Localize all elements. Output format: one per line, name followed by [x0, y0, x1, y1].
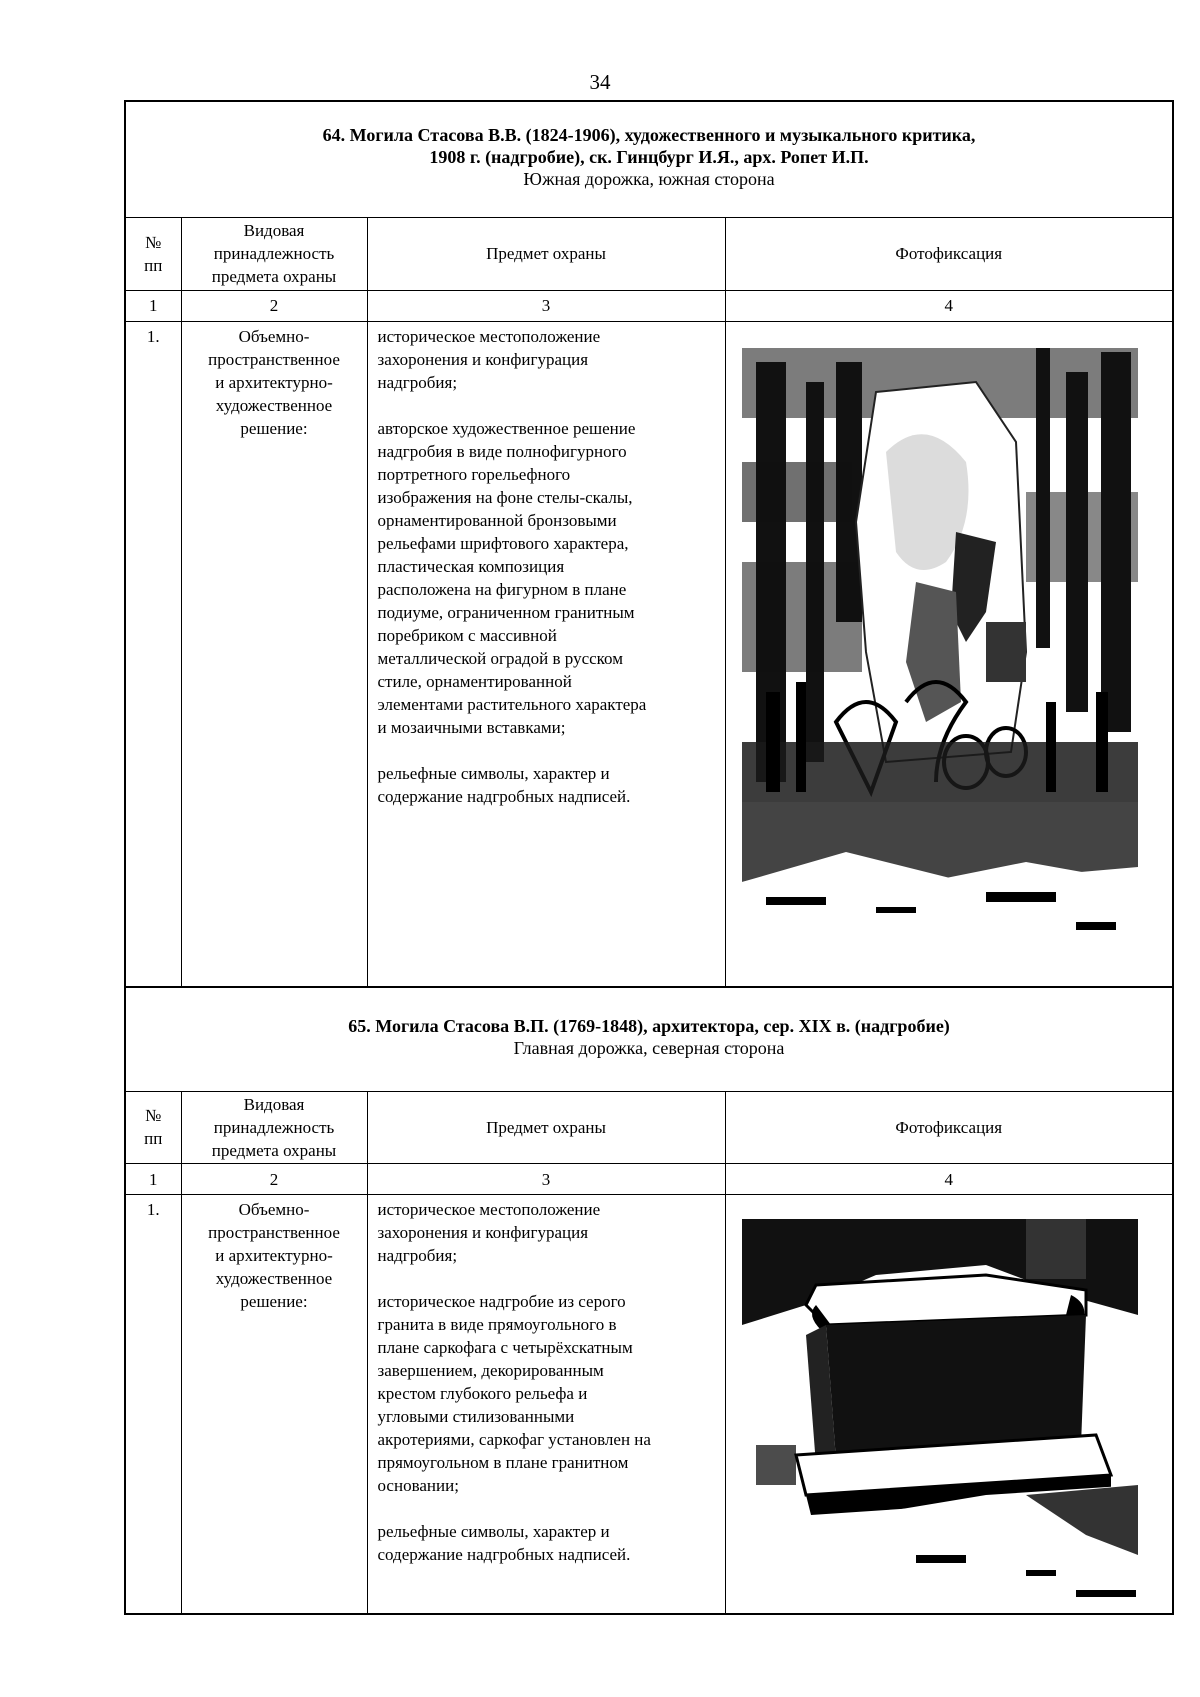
- subject-paragraph: историческое местоположение захоронения и конфигурация надгробия;: [377, 1200, 601, 1265]
- column-number: 3: [367, 290, 725, 321]
- header-num: № пп: [126, 218, 181, 290]
- entry-65: [124, 986, 1174, 1616]
- entry-title: [126, 102, 1172, 218]
- subject-paragraph: рельефные символы, характер и содержание надгробных надписей.: [377, 1522, 631, 1564]
- subject-paragraph: авторское художественное решение надгробия в виде полнофигурного портретного горельефного изображения на фоне стелы-скалы, орнаментированной бронзовыми рельефами шрифтового характера, пластическая композиция расположена на фигурном в плане подиуме, ограниченном гранитным поребриком с массивной металлической оградой в русском стиле, орнаментированной элементами растительного характера и мозаичными вставками;: [377, 418, 647, 737]
- page-number: 34: [589, 70, 611, 94]
- column-number-row: [126, 290, 1172, 321]
- subject-paragraph: рельефные символы, характер и содержание надгробных надписей.: [377, 763, 631, 806]
- grave-monument-photo: [726, 322, 1156, 986]
- entry-title-bold: 64. Могила Стасова В.В. (1824-1906), художественного и музыкального критика, 1908 г. (надгробие), ск. Гинцбург И.Я., арх. Ропет И.П.: [322, 125, 976, 167]
- column-number: 3: [367, 1164, 725, 1195]
- entry-title-bold: 65. Могила Стасова В.П. (1769-1848), архитектора, сер. XIX в. (надгробие): [348, 1015, 950, 1036]
- column-number: 2: [181, 1164, 367, 1195]
- entry-table: [126, 218, 1172, 986]
- row-number: 1.: [126, 1195, 181, 1614]
- entry-table: [126, 1092, 1172, 1614]
- header-subject: Предмет охраны: [367, 1092, 725, 1164]
- header-subject: Предмет охраны: [367, 218, 725, 290]
- table-row: [126, 1195, 1172, 1614]
- entry-location: Южная дорожка, южная сторона: [523, 169, 775, 189]
- header-type: Видовая принадлежность предмета охраны: [181, 1092, 367, 1164]
- column-number: 4: [725, 1164, 1172, 1195]
- subject-paragraph: историческое надгробие из серого гранита в виде прямоугольного в плане саркофага с четырёхскатным завершением, декорированным крестом глубокого рельефа и угловыми стилизованными акротериями, саркофаг установлен на прямоугольном в плане гранитном основании;: [377, 1292, 651, 1495]
- header-photo: Фотофиксация: [725, 218, 1172, 290]
- column-header-row: [126, 218, 1172, 290]
- table-row: [126, 321, 1172, 986]
- subject-paragraph: историческое местоположение захоронения и конфигурация надгробия;: [377, 326, 601, 392]
- header-photo: Фотофиксация: [725, 1092, 1172, 1164]
- protection-subject: [367, 1195, 725, 1614]
- column-number: 2: [181, 290, 367, 321]
- protection-type: Объемно- пространственное и архитектурно- художественное решение:: [181, 1195, 367, 1614]
- row-number: 1.: [126, 321, 181, 986]
- heritage-table: [124, 100, 1174, 1615]
- entry-title: [126, 988, 1172, 1092]
- sarcophagus-photo: [726, 1195, 1156, 1613]
- protection-subject: [367, 321, 725, 986]
- header-num: № пп: [126, 1092, 181, 1164]
- column-number: 1: [126, 1164, 181, 1195]
- photo-cell: [725, 321, 1172, 986]
- header-type: Видовая принадлежность предмета охраны: [181, 218, 367, 290]
- column-header-row: [126, 1092, 1172, 1164]
- column-number-row: [126, 1164, 1172, 1195]
- column-number: 4: [725, 290, 1172, 321]
- photo-cell: [725, 1195, 1172, 1614]
- column-number: 1: [126, 290, 181, 321]
- entry-location: Главная дорожка, северная сторона: [513, 1037, 785, 1058]
- protection-type: Объемно- пространственное и архитектурно- художественное решение:: [181, 321, 367, 986]
- entry-64: [124, 100, 1174, 986]
